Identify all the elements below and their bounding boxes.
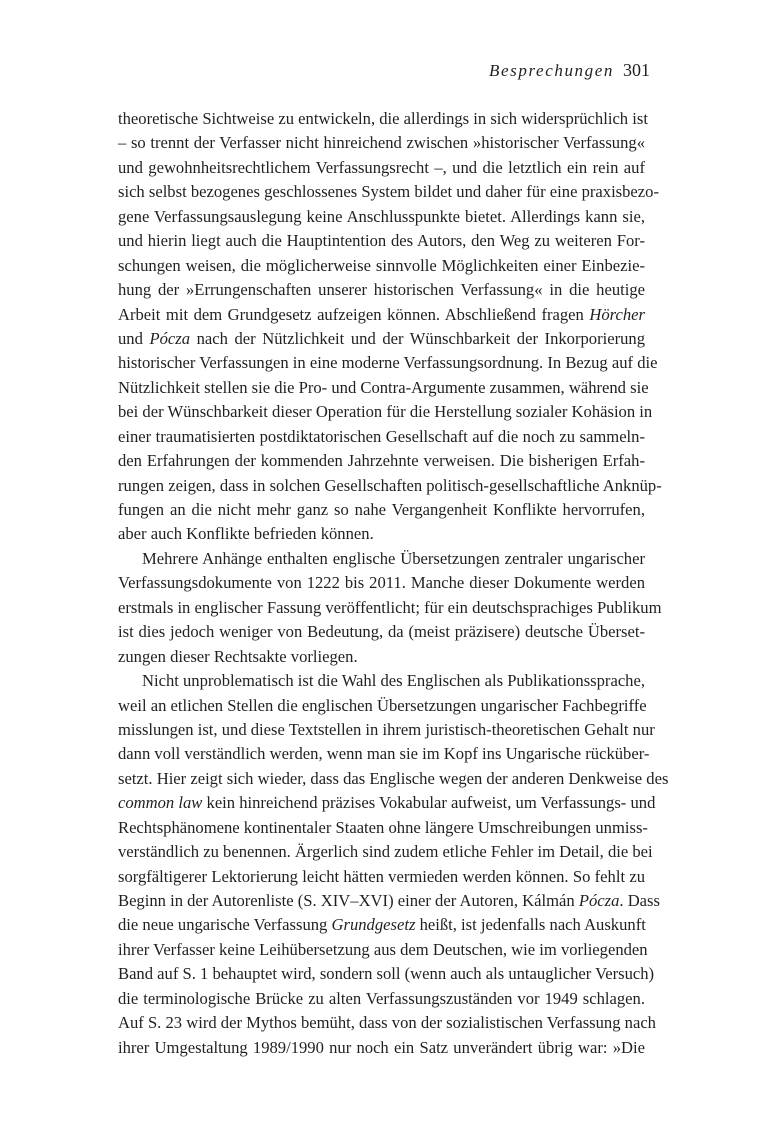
text-line: sorgfältigerer Lektorierung leicht hätten vermieden werden können. So fehlt zu — [118, 866, 645, 886]
text-line: rungen zeigen, dass in solchen Gesellschaften politisch-gesellschaftliche Anknüp- — [118, 475, 662, 495]
text-line: und hierin liegt auch die Hauptintention des Autors, den Weg zu weiteren For- — [118, 231, 645, 251]
text-line — [118, 327, 645, 351]
text-line: einer traumatisierten postdiktatorischen Gesellschaft auf die noch zu sammeln- — [118, 426, 645, 446]
text-line: und gewohnheitsrechtlichem Verfassungsrecht –, und die letztlich ein rein auf — [118, 157, 645, 177]
text-line: zungen dieser Rechtsakte vorliegen. — [118, 646, 358, 666]
text-segment: kein hinreichend präzises Vokabular aufweist, um Verfassungs- und — [206, 793, 656, 813]
text-line: setzt. Hier zeigt sich wieder, dass das Englische wegen der anderen Denkweise des — [118, 768, 669, 788]
author-name-hoercher: Hörcher — [589, 304, 645, 324]
text-segment: . Dass — [619, 891, 660, 910]
text-line: Verfassungsdokumente von 1222 bis 2011. Manche dieser Dokumente werden — [118, 573, 645, 593]
text-segment: Arbeit mit dem Grundgesetz aufzeigen können. Abschließend fragen — [118, 304, 584, 324]
text-line: fungen an die nicht mehr ganz so nahe Vergangenheit Konflikte hervorrufen, — [118, 500, 645, 519]
author-name-pocza: Pócza — [578, 891, 620, 910]
text-line — [118, 791, 656, 815]
text-line: hung der »Errungenschaften unserer historischen Verfassung« in die heutige — [118, 280, 645, 300]
text-line — [118, 913, 645, 937]
common-law-term: common law — [118, 793, 203, 813]
text-line: den Erfahrungen der kommenden Jahrzehnte verweisen. Die bisherigen Erfah- — [118, 451, 645, 471]
text-line: misslungen ist, und diese Textstellen in ihrem juristisch-theoretischen Gehalt nur — [118, 719, 655, 739]
text-line: erstmals in englischer Fassung veröffentlicht; für ein deutschsprachiges Publikum — [118, 597, 662, 617]
author-name-pocza: Pócza — [149, 328, 191, 348]
text-line: gene Verfassungsauslegung keine Anschlusspunkte bietet. Allerdings kann sie, — [118, 206, 645, 226]
text-line: Nützlichkeit stellen sie die Pro- und Contra-Argumente zusammen, während sie — [118, 377, 649, 397]
text-segment: nach der Nützlichkeit und der Wünschbarkeit der Inkorporierung — [196, 328, 645, 348]
text-line: dann voll verständlich werden, wenn man sie im Kopf ins Ungarische rücküber- — [118, 744, 650, 764]
text-line: ihrer Verfasser keine Leihübersetzung aus dem Deutschen, wie im vorliegenden — [118, 939, 648, 959]
text-line: ist dies jedoch weniger von Bedeutung, da (meist präzisere) deutsche Überset- — [118, 622, 645, 642]
text-line: die terminologische Brücke zu alten Verfassungszuständen vor 1949 schlagen. — [118, 988, 645, 1008]
text-segment: Beginn in der Autorenliste (S. XIV–XVI) einer der Autoren, Kálmán — [118, 891, 575, 910]
text-line: historischer Verfassungen in eine moderne Verfassungsordnung. In Bezug auf die — [118, 353, 658, 373]
text-line: verständlich zu benennen. Ärgerlich sind zudem etliche Fehler im Detail, die bei — [118, 842, 653, 862]
text-line: Band auf S. 1 behauptet wird, sondern soll (wenn auch als untauglicher Versuch) — [118, 964, 655, 984]
text-line: weil an etlichen Stellen die englischen Übersetzungen ungarischer Fachbegriffe — [118, 695, 647, 715]
text-line: Rechtsphänomene kontinentaler Staaten ohne längere Umschreibungen unmiss- — [118, 817, 648, 837]
text-line — [118, 303, 645, 327]
text-segment: die neue ungarische Verfassung — [118, 915, 328, 935]
text-line: Mehrere Anhänge enthalten englische Übersetzungen zentraler ungarischer — [142, 548, 645, 568]
text-line: sich selbst bezogenes geschlossenes System bildet und daher für eine praxisbezo- — [118, 182, 659, 202]
text-line: – so trennt der Verfasser nicht hinreichend zwischen »historischer Verfassung« — [118, 133, 645, 153]
grundgesetz-term: Grundgesetz — [331, 915, 416, 935]
text-line: aber auch Konflikte befrieden können. — [118, 524, 374, 544]
text-line: schungen weisen, die möglicherweise sinnvolle Möglichkeiten einer Einbezie- — [118, 255, 645, 275]
text-line: bei der Wünschbarkeit dieser Operation für die Herstellung sozialer Kohäsion in — [118, 402, 653, 422]
text-line: Auf S. 23 wird der Mythos bemüht, dass von der sozialistischen Verfassung nach — [118, 1013, 656, 1033]
text-line: ihrer Umgestaltung 1989/1990 nur noch ein Satz unverändert übrig war: »Die — [118, 1037, 645, 1057]
text-line: Nicht unproblematisch ist die Wahl des Englischen als Publikationssprache, — [142, 671, 645, 691]
text-segment: und — [118, 328, 143, 348]
text-line — [118, 889, 660, 913]
running-head — [489, 58, 650, 83]
page-number: 301 — [623, 60, 650, 80]
running-head-title: Besprechungen — [489, 61, 614, 80]
text-segment: heißt, ist jedenfalls nach Auskunft — [419, 915, 646, 935]
review-body-text — [118, 107, 669, 1060]
text-line: theoretische Sichtweise zu entwickeln, die allerdings in sich widersprüchlich ist — [118, 109, 648, 128]
